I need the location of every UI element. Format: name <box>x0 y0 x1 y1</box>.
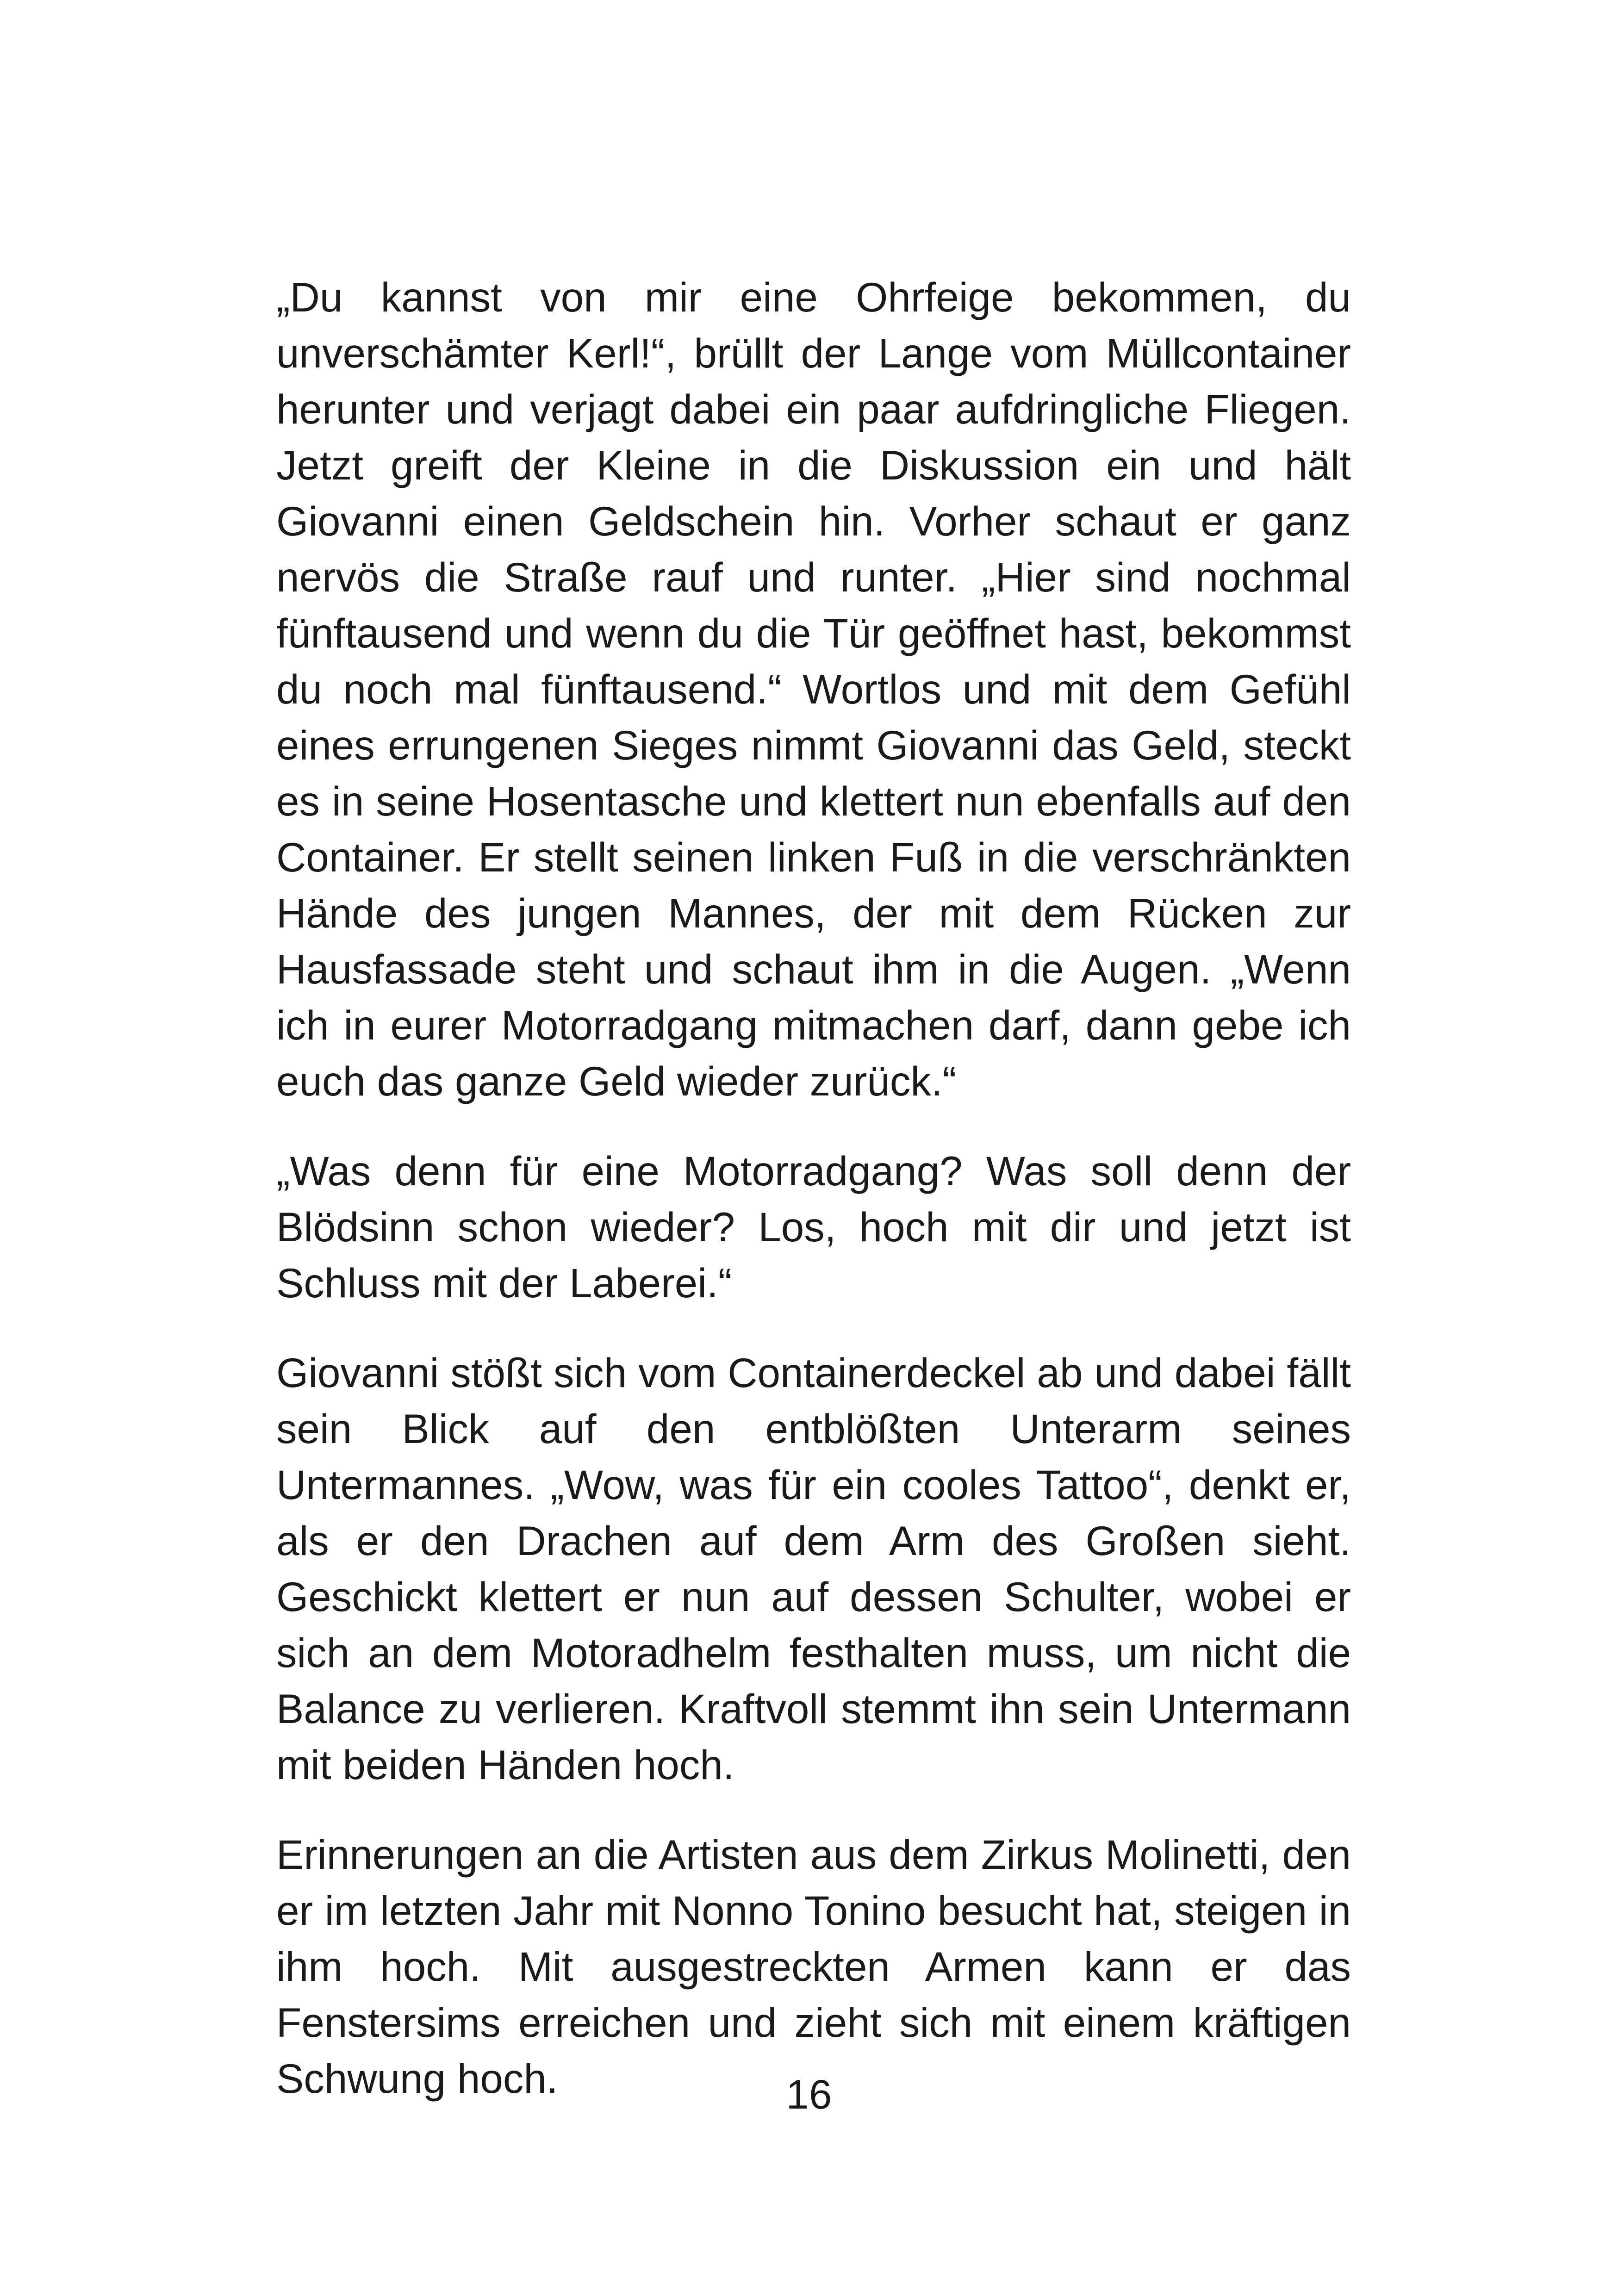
paragraph-4: Erinnerungen an die Artisten aus dem Zirkus Molinetti, den er im letzten Jahr mit Nonno Tonino besucht hat, steigen in ihm hoch. Mit ausgestreckten Armen kann er das Fenstersims erreichen und zieht sich mit einem kräftigen Schwung hoch. <box>276 1831 1351 2102</box>
page-number: 16 <box>786 2071 832 2117</box>
page-body-text <box>276 269 1351 2107</box>
paragraph-2: „Was denn für eine Motorradgang? Was soll denn der Blödsinn schon wieder? Los, hoch mit dir und jetzt ist Schluss mit der Laberei.“ <box>276 1148 1351 1306</box>
paragraph-3: Giovanni stößt sich vom Containerdeckel ab und dabei fällt sein Blick auf den entblößten Unterarm seines Untermannes. „Wow, was für ein cooles Tattoo“, denkt er, als er den Drachen auf dem Arm des Großen sieht. Geschickt klettert er nun auf dessen Schulter, wobei er sich an dem Motoradhelm festhalten muss, um nicht die Balance zu verlieren. Kraftvoll stemmt ihn sein Untermann mit beiden Händen hoch. <box>276 1350 1351 1788</box>
paragraph-1: „Du kannst von mir eine Ohrfeige bekommen, du unverschämter Kerl!“, brüllt der Lange vom Müllcontainer herunter und verjagt dabei ein paar aufdringliche Fliegen. Jetzt greift der Kleine in die Diskussion ein und hält Giovanni einen Geldschein hin. Vorher schaut er ganz nervös die Straße rauf und runter. „Hier sind nochmal fünftausend und wenn du die Tür geöffnet hast, bekommst du noch mal fünftausend.“ Wortlos und mit dem Gefühl eines errungenen Sieges nimmt Giovanni das Geld, steckt es in seine Hosentasche und klettert nun ebenfalls auf den Container. Er stellt seinen linken Fuß in die verschränkten Hände des jungen Mannes, der mit dem Rücken zur Hausfassade steht und schaut ihm in die Augen. „Wenn ich in eurer Motorradgang mitmachen darf, dann gebe ich euch das ganze Geld wieder zurück.“ <box>276 274 1351 1104</box>
